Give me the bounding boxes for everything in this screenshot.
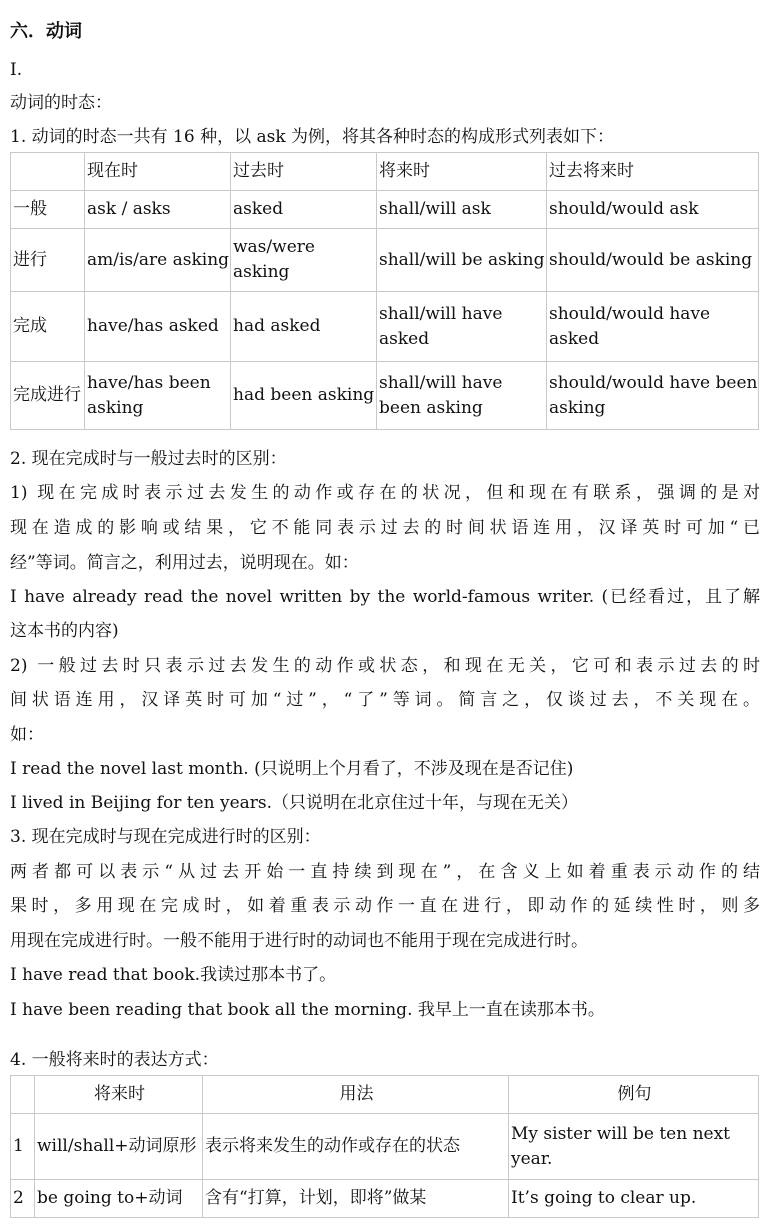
table-cell: My sister will be ten next year. xyxy=(509,1114,759,1180)
table-header-cell: 将来时 xyxy=(377,153,547,191)
table-header-cell xyxy=(11,153,85,191)
section-heading: 六．动词 xyxy=(10,21,82,42)
table-cell: 1 xyxy=(11,1114,35,1180)
s2-paragraph-line: 现在造成的影响或结果，它不能同表示过去的时间状语连用，汉译英时可加“已 xyxy=(10,518,760,538)
table-cell: shall/will have asked xyxy=(377,292,547,362)
table-header-cell xyxy=(11,1076,35,1114)
table-cell: 2 xyxy=(11,1180,35,1218)
table-cell: 完成 xyxy=(11,292,85,362)
table-cell: shall/will be asking xyxy=(377,229,547,292)
tense-intro: 动词的时态： xyxy=(10,93,112,113)
table-row xyxy=(11,1114,759,1180)
table-header-cell: 过去将来时 xyxy=(547,153,759,191)
table-header-cell: 例句 xyxy=(509,1076,759,1114)
section-4-title: 4. 一般将来时的表达方式： xyxy=(10,1050,219,1070)
table-cell: be going to+动词 xyxy=(35,1180,203,1218)
table-header-cell: 用法 xyxy=(203,1076,509,1114)
table-cell: shall/will ask xyxy=(377,191,547,229)
s2-paragraph-line: 经”等词。简言之，利用过去，说明现在。如： xyxy=(10,553,359,573)
example-line: I have been reading that book all the morning. 我早上一直在读那本书。 xyxy=(10,1000,605,1020)
s2-paragraph-line: 如： xyxy=(10,725,44,745)
table-cell: 含有“打算，计划，即将”做某 xyxy=(203,1180,509,1218)
table-cell: have/has been asking xyxy=(85,362,231,430)
table-header-cell: 现在时 xyxy=(85,153,231,191)
table-cell: asked xyxy=(231,191,377,229)
s3-paragraph-line: 果时，多用现在完成时，如着重表示动作一直在进行，即动作的延续性时，则多 xyxy=(10,896,760,916)
s2-paragraph-line: 2) 一般过去时只表示过去发生的动作或状态，和现在无关，它可和表示过去的时 xyxy=(10,656,760,676)
table-cell: had been asking xyxy=(231,362,377,430)
s2-paragraph-line: 间状语连用，汉译英时可加“过”，“了”等词。简言之，仅谈过去，不关现在。 xyxy=(10,690,760,710)
tense-table xyxy=(10,152,759,430)
example-line: I have read that book.我读过那本书了。 xyxy=(10,965,337,985)
example-line: I read the novel last month. (只说明上个月看了，不涉及现在是否记住) xyxy=(10,759,574,779)
table-cell: am/is/are asking xyxy=(85,229,231,292)
table-row xyxy=(11,292,759,362)
table-cell: had asked xyxy=(231,292,377,362)
future-tense-table xyxy=(10,1075,759,1218)
table-row xyxy=(11,229,759,292)
table-cell: will/shall+动词原形 xyxy=(35,1114,203,1180)
table-header-cell: 过去时 xyxy=(231,153,377,191)
table-cell: 进行 xyxy=(11,229,85,292)
table-cell: 完成进行 xyxy=(11,362,85,430)
section-2-title: 2. 现在完成时与一般过去时的区别： xyxy=(10,449,287,469)
example-line: I lived in Beijing for ten years.（只说明在北京住过十年，与现在无关） xyxy=(10,793,579,813)
table-cell: shall/will have been asking xyxy=(377,362,547,430)
table-row xyxy=(11,1180,759,1218)
table-cell: It’s going to clear up. xyxy=(509,1180,759,1218)
table-cell: was/were asking xyxy=(231,229,377,292)
s3-paragraph-line: 用现在完成进行时。一般不能用于进行时的动词也不能用于现在完成进行时。 xyxy=(10,931,588,951)
example-line: I have already read the novel written by the world-famous writer. (已经看过，且了解 xyxy=(10,587,760,607)
table-cell: ask / asks xyxy=(85,191,231,229)
roman-numeral: I. xyxy=(10,60,23,80)
table-cell: should/would ask xyxy=(547,191,759,229)
section-3-title: 3. 现在完成时与现在完成进行时的区别： xyxy=(10,827,321,847)
paragraph-1: 1. 动词的时态一共有 16 种，以 ask 为例，将其各种时态的构成形式列表如下： xyxy=(10,127,615,147)
table-cell: 表示将来发生的动作或存在的状态 xyxy=(203,1114,509,1180)
table-row xyxy=(11,362,759,430)
table-header-cell: 将来时 xyxy=(35,1076,203,1114)
table-cell: should/would have asked xyxy=(547,292,759,362)
s2-paragraph-line: 1) 现在完成时表示过去发生的动作或存在的状况，但和现在有联系，强调的是对 xyxy=(10,483,760,503)
table-cell: have/has asked xyxy=(85,292,231,362)
table-cell: 一般 xyxy=(11,191,85,229)
table-header-row xyxy=(11,1076,759,1114)
example-line: 这本书的内容) xyxy=(10,621,119,641)
table-row xyxy=(11,191,759,229)
table-cell: should/would be asking xyxy=(547,229,759,292)
s3-paragraph-line: 两者都可以表示“从过去开始一直持续到现在”，在含义上如着重表示动作的结 xyxy=(10,862,760,882)
table-header-row xyxy=(11,153,759,191)
table-cell: should/would have been asking xyxy=(547,362,759,430)
